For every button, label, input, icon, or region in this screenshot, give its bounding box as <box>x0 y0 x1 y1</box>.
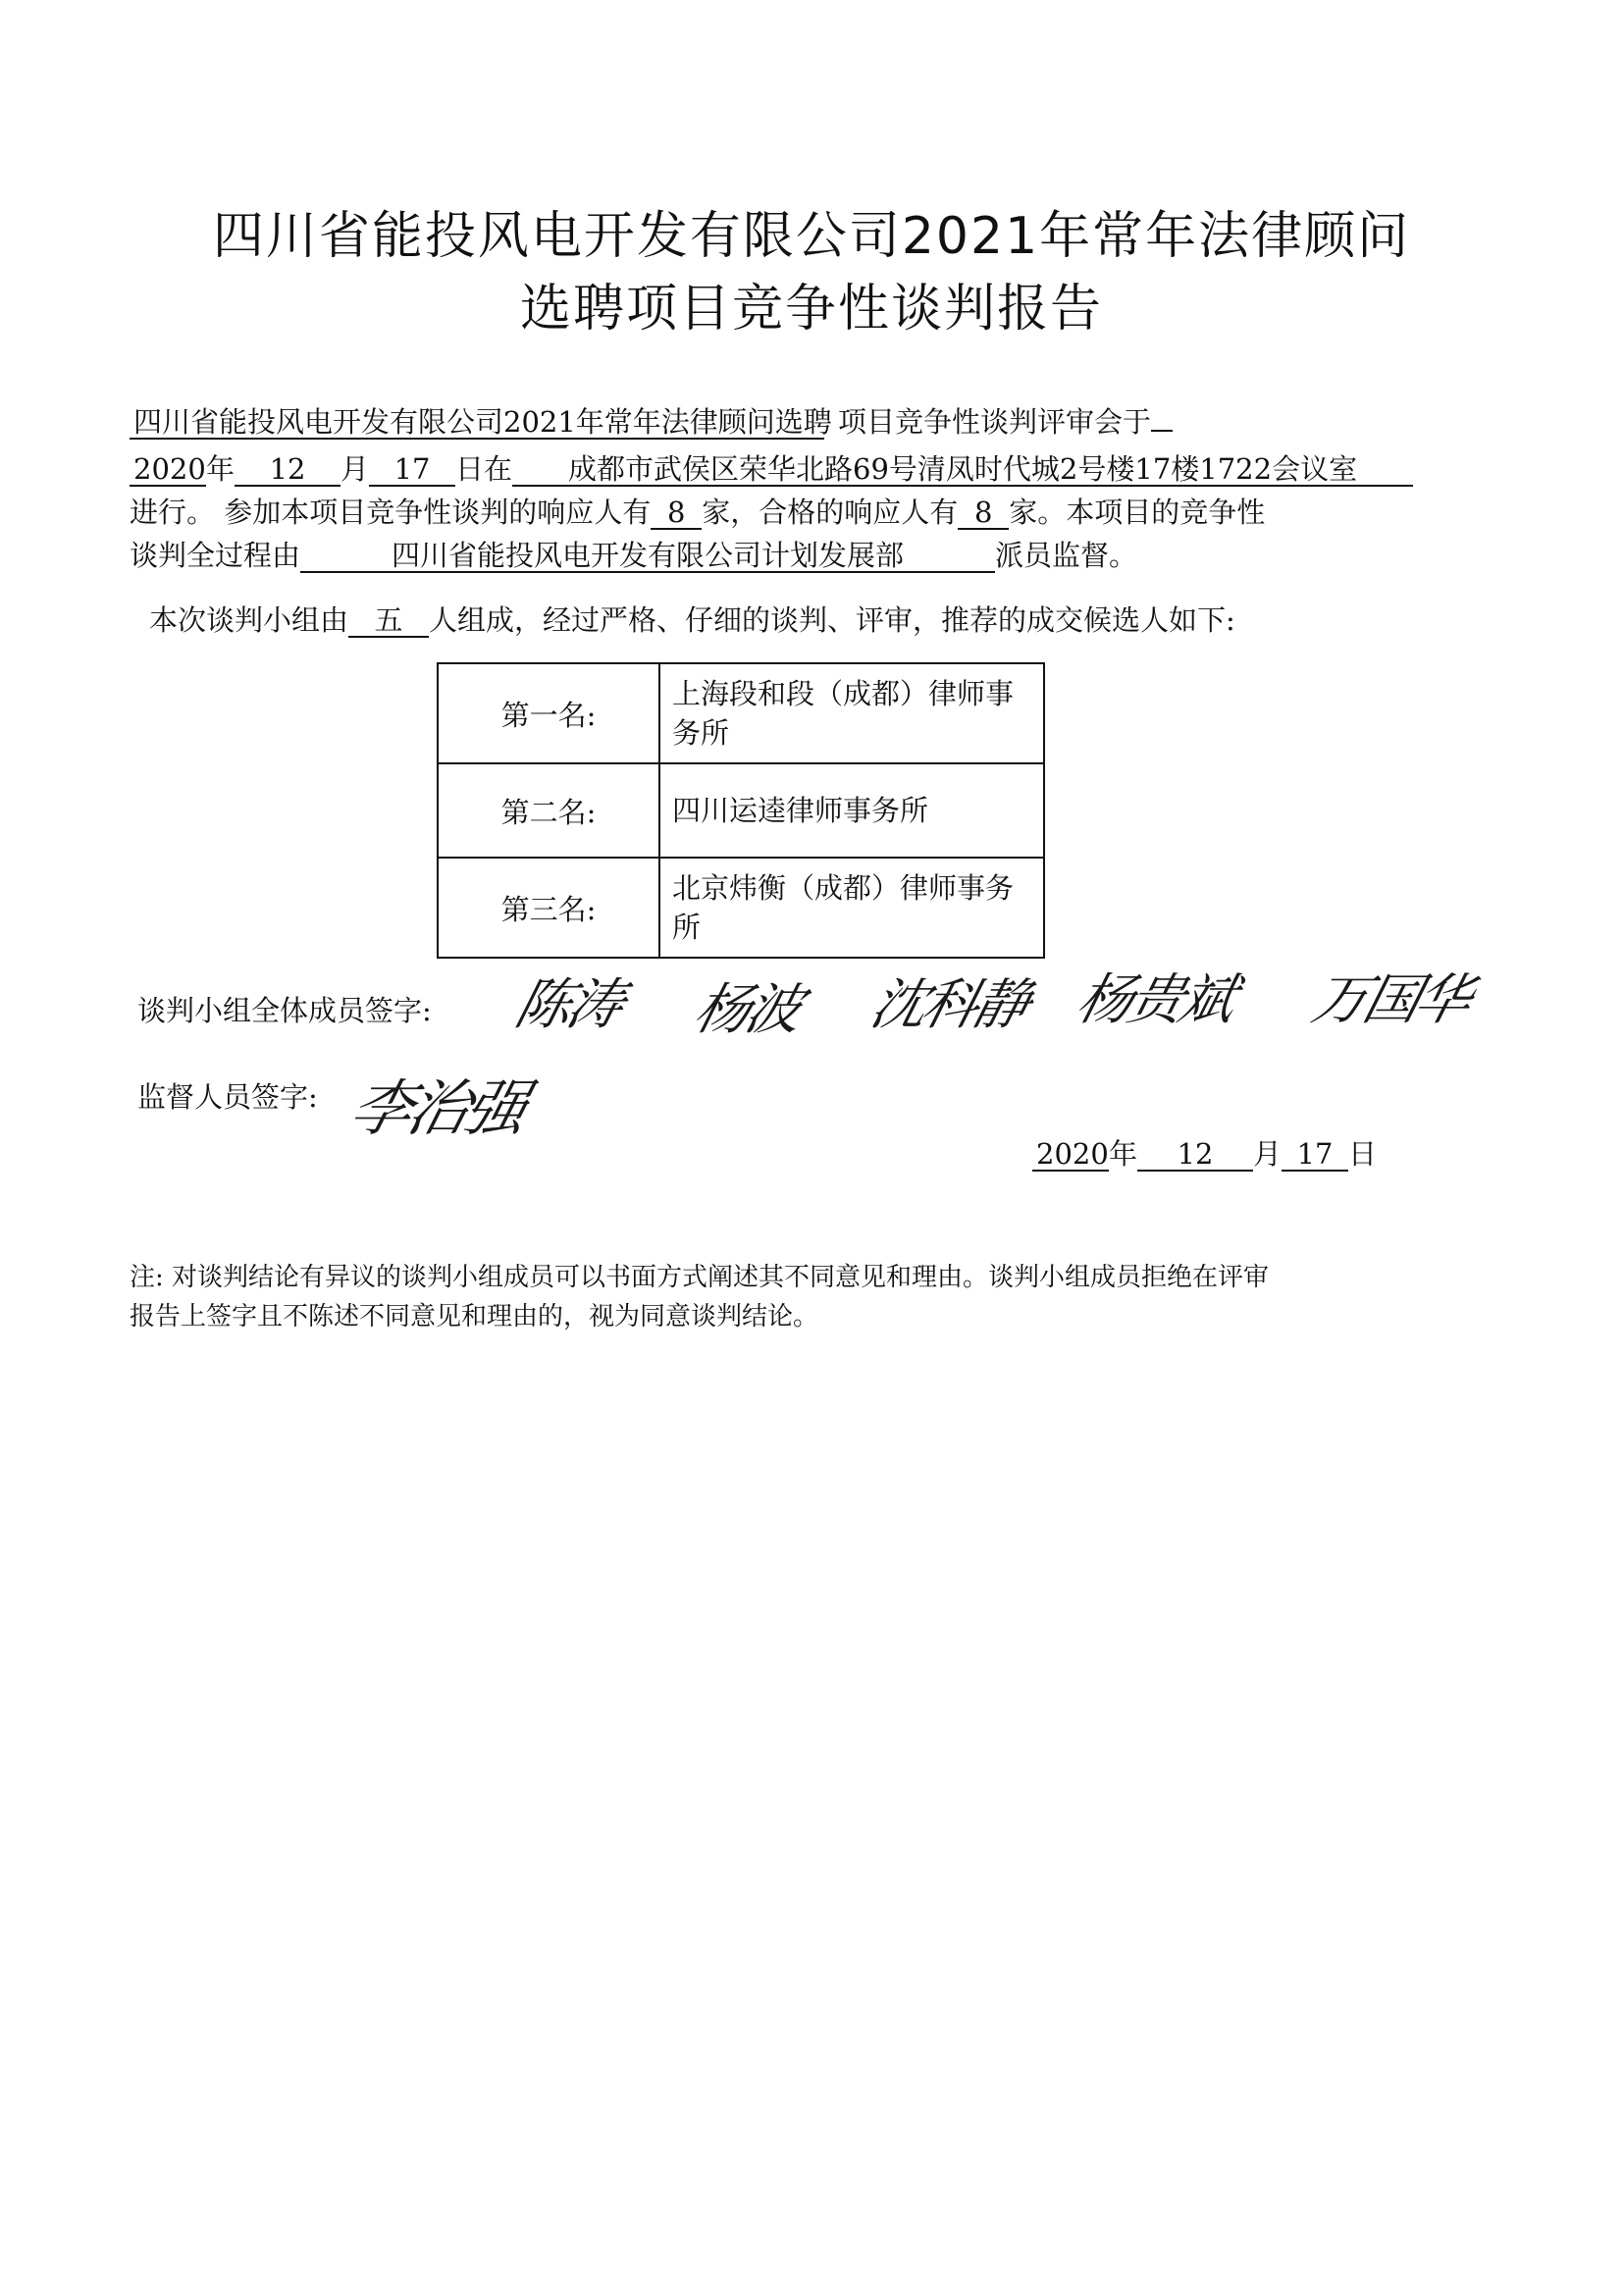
candidate-rank: 第三名: <box>438 858 659 958</box>
table-row <box>438 858 1044 958</box>
intro-line-3 <box>130 493 1265 532</box>
meeting-month-unit: 月 <box>340 452 370 486</box>
sign-year-unit: 年 <box>1109 1137 1138 1171</box>
project-name-field: 四川省能投风电开发有限公司2021年常年法律顾问选聘 <box>130 406 824 440</box>
sign-month-field: 12 <box>1137 1138 1253 1172</box>
panel-size-field: 五 <box>348 604 429 638</box>
panel-suffix: 人组成，经过严格、仔细的谈判、评审，推荐的成交候选人如下: <box>429 603 1235 637</box>
sign-date <box>1032 1134 1377 1174</box>
qualified-count-field: 8 <box>958 496 1009 530</box>
intro-line-4 <box>130 536 1137 575</box>
member-signature: 杨波 <box>687 978 806 1042</box>
sign-year-field: 2020 <box>1032 1138 1109 1172</box>
document-title-line-2: 选聘项目竞争性谈判报告 <box>519 280 1103 339</box>
meeting-location-field: 成都市武侯区荣华北路69号清凤时代城2号楼17楼1722会议室 <box>512 453 1413 487</box>
supervisor-dept-field: 四川省能投风电开发有限公司计划发展部 <box>300 540 995 573</box>
member-signature: 万国华 <box>1305 968 1475 1032</box>
intro-supervision-prefix: 谈判全过程由 <box>130 539 301 572</box>
sign-day-field: 17 <box>1282 1138 1348 1172</box>
intro-supervision-suffix: 派员监督。 <box>995 539 1138 572</box>
meeting-year-field: 2020 <box>130 453 206 487</box>
intro-line-2 <box>130 449 1413 489</box>
meeting-year-unit: 年 <box>206 452 236 486</box>
intro-line-1 <box>130 402 1173 442</box>
candidate-name: 四川运逵律师事务所 <box>659 763 1044 858</box>
intro-qualified-text: 家，合格的响应人有 <box>702 496 959 529</box>
member-signature: 陈涛 <box>508 973 627 1037</box>
meeting-day-field: 17 <box>369 453 455 487</box>
member-signature: 沈科静 <box>864 973 1033 1037</box>
intro-supervision-text: 家。本项目的竞争性 <box>1009 496 1266 529</box>
candidate-name: 上海段和段（成都）律师事务所 <box>659 663 1044 763</box>
intro-blank <box>1151 430 1173 432</box>
member-signature: 杨贵斌 <box>1070 968 1239 1032</box>
members-signature-label: 谈判小组全体成员签字: <box>137 994 432 1027</box>
respondents-count-field: 8 <box>651 496 702 530</box>
intro-held-text: 进行。 参加本项目竞争性谈判的响应人有 <box>130 496 652 529</box>
table-row <box>438 663 1044 763</box>
panel-line <box>149 600 1235 640</box>
intro-after-project: 项目竞争性谈判评审会于 <box>838 405 1152 439</box>
sign-day-unit: 日 <box>1348 1137 1378 1171</box>
meeting-day-unit: 日在 <box>455 452 513 486</box>
panel-prefix: 本次谈判小组由 <box>149 603 349 637</box>
note-line-1: 注: 对谈判结论有异议的谈判小组成员可以书面方式阐述其不同意见和理由。谈判小组成员拒绝在评审 <box>130 1263 1270 1292</box>
supervisor-signature: 李治强 <box>342 1072 532 1144</box>
table-row <box>438 763 1044 858</box>
candidate-rank: 第二名: <box>438 763 659 858</box>
meeting-month-field: 12 <box>235 453 340 487</box>
candidate-rank: 第一名: <box>438 663 659 763</box>
document-title-line-1: 四川省能投风电开发有限公司2021年常年法律顾问 <box>212 207 1411 266</box>
sign-month-unit: 月 <box>1253 1137 1283 1171</box>
candidate-name: 北京炜衡（成都）律师事务所 <box>659 858 1044 958</box>
note-line-2: 报告上签字且不陈述不同意见和理由的，视为同意谈判结论。 <box>130 1302 819 1331</box>
supervisor-signature-label: 监督人员签字: <box>137 1080 318 1114</box>
candidates-table <box>437 662 1045 959</box>
